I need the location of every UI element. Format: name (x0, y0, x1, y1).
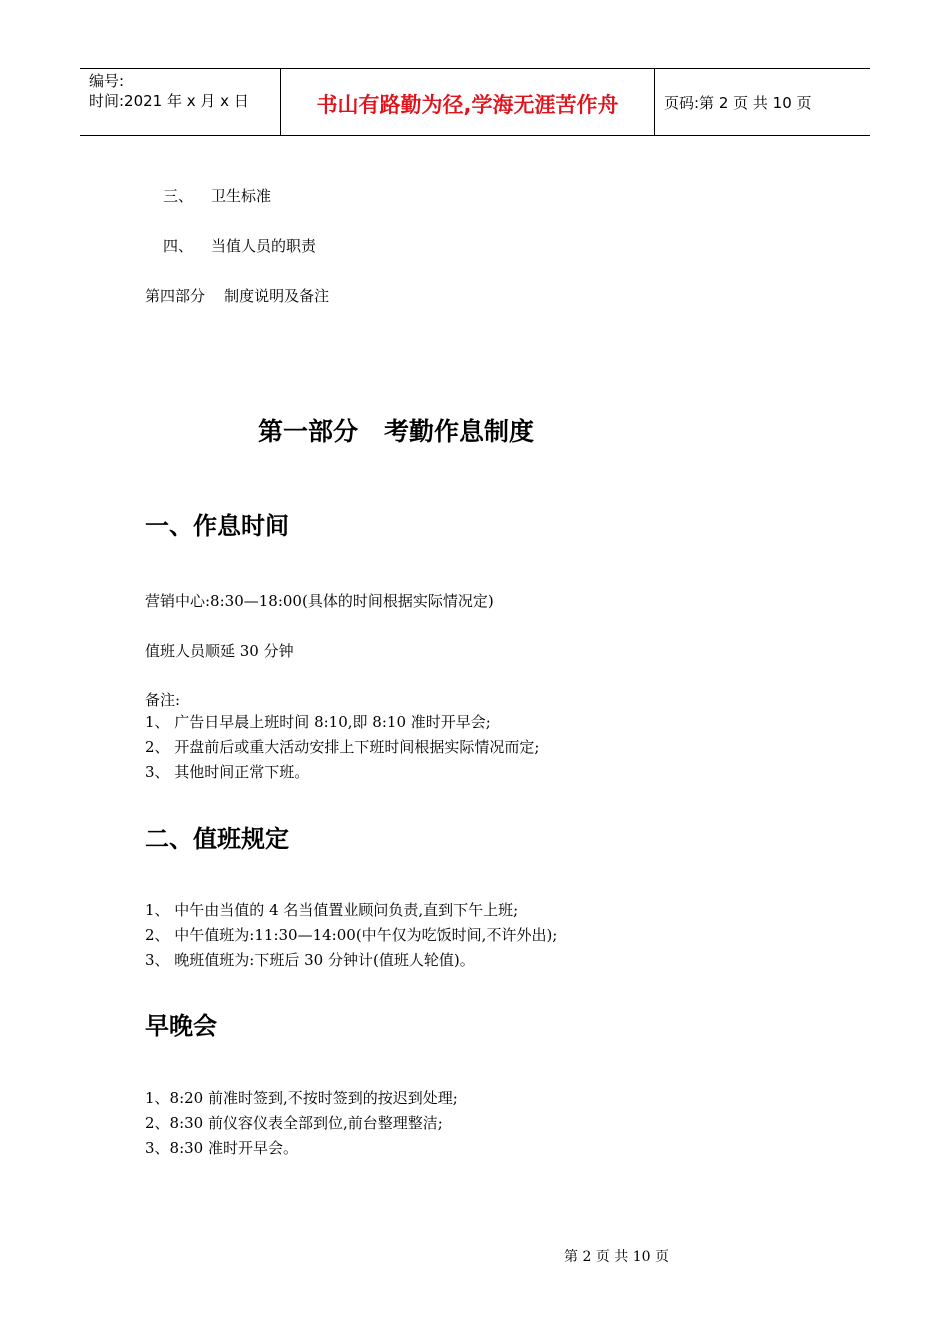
list-item: 2、 开盘前后或重大活动安排上下班时间根据实际情况而定; (145, 738, 540, 756)
page-footer: 第 2 页 共 10 页 (564, 1249, 669, 1265)
page-header (80, 68, 870, 136)
part-title (258, 412, 534, 448)
toc-item-number: 四、 (163, 237, 194, 255)
section-title-duty: 二、值班规定 (145, 825, 289, 853)
list-item: 1、 中午由当值的 4 名当值置业顾问负责,直到下午上班; (145, 901, 519, 919)
part-title-name: 考勤作息制度 (384, 417, 535, 446)
section-title-meeting: 早晚会 (145, 1012, 217, 1040)
list-item: 2、 中午值班为:11:30—14:00(中午仅为吃饭时间,不许外出); (145, 926, 558, 944)
list-item: 3、 晚班值班为:下班后 30 分钟计(值班人轮值)。 (145, 951, 475, 969)
schedule-line-hours: 营销中心:8:30—18:00(具体的时间根据实际情况定) (145, 592, 494, 610)
notes-list (145, 710, 539, 785)
part-title-number: 第一部分 (258, 417, 359, 446)
header-number-label: 编号: (89, 72, 125, 90)
duty-list (145, 898, 557, 973)
meeting-list (145, 1086, 458, 1161)
header-meta (80, 69, 281, 135)
list-item: 3、8:30 准时开早会。 (145, 1139, 298, 1157)
section-title-schedule: 一、作息时间 (145, 512, 289, 540)
list-item: 1、8:20 前准时签到,不按时签到的按迟到处理; (145, 1089, 458, 1107)
header-motto: 书山有路勤为径,学海无涯苦作舟 (281, 69, 655, 135)
toc-item (163, 236, 316, 256)
toc-item (163, 186, 271, 206)
list-item: 3、 其他时间正常下班。 (145, 763, 310, 781)
schedule-line-duty: 值班人员顺延 30 分钟 (145, 642, 294, 660)
toc-item-text: 卫生标准 (211, 187, 272, 205)
header-date-label: 时间:2021 年 x 月 x 日 (89, 92, 249, 110)
list-item: 1、 广告日早晨上班时间 8:10,即 8:10 准时开早会; (145, 713, 491, 731)
toc-item-number: 三、 (163, 187, 194, 205)
toc-item-text: 当值人员的职责 (211, 237, 317, 255)
notes-label: 备注: (145, 691, 181, 709)
toc-part4: 第四部分 制度说明及备注 (145, 287, 330, 305)
header-page-info: 页码:第 2 页 共 10 页 (664, 93, 812, 112)
list-item: 2、8:30 前仪容仪表全部到位,前台整理整洁; (145, 1114, 443, 1132)
